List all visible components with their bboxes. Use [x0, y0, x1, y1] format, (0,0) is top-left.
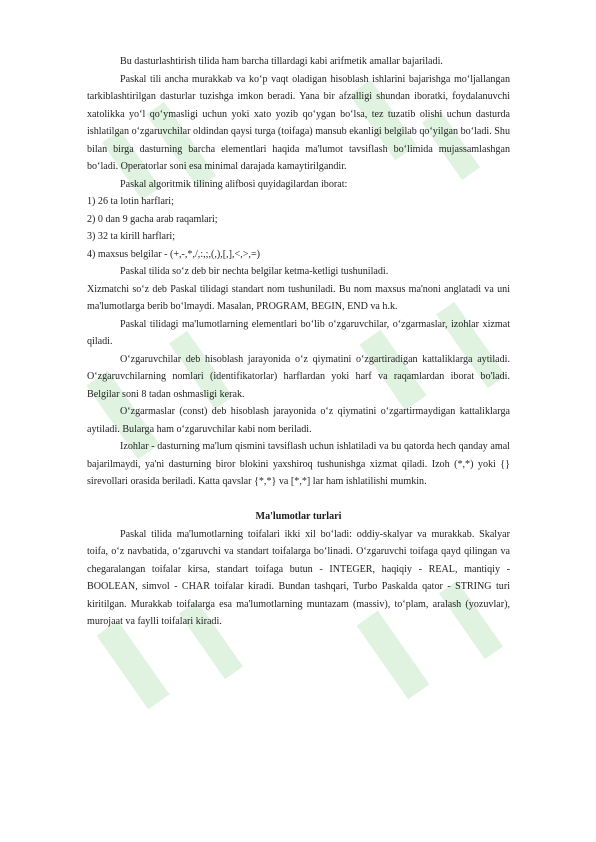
- paragraph-list: [87, 53, 510, 491]
- document-body: [87, 53, 510, 631]
- paragraph: 1) 26 ta lotin harflari;: [87, 196, 174, 207]
- paragraph: 2) 0 dan 9 gacha arab raqamlari;: [87, 213, 218, 225]
- paragraph: Paskal tilida ma'lumotlarning toifalari ikki xil bo‘ladi: oddiy-skalyar va murakkab. Skalyar toifa, o‘z navbatida, o‘zgaruvchi va standart toifalarga bo‘linadi. O‘zgaruvchi toifaga qayd qilingan va chegaralangan toifalar kirsa, standart toifaga butun - INTEGER, haqiqiy - REAL, mantiqiy - BOOLEAN, simvol - CHAR toifalar kiradi. Bundan tashqari, Turbo Paskalda qator - STRING turi kiritilgan. Murakkab toifalarga esa ma'lumotlarning muntazam (massiv), to‘plam, aralash (yozuvlar), murojaat va faylli toifalari kiradi.: [87, 528, 510, 627]
- paragraph: Paskal tilida so‘z deb bir nechta belgilar ketma-ketligi tushuniladi.: [120, 266, 389, 277]
- paragraph: Xizmatchi so‘z deb Paskal tilidagi standart nom tushuniladi. Bu nom maxsus ma'noni anglatadi va uni ma'lumotlarga berib bo‘lmaydi. Masalan, PROGRAM, BEGIN, END va h.k.: [87, 283, 510, 312]
- paragraph: Bu dasturlashtirish tilida ham barcha tillardagi kabi arifmetik amallar bajariladi.: [120, 56, 443, 67]
- paragraph: Izohlar - dasturning ma'lum qismini tavsiflash uchun ishlatiladi va bu qatorda hech qanday amal bajarilmaydi, ya'ni dasturning biror blokini yaxshiroq tushunishga xizmat qiladi. Izoh (*,*) yoki {} sirevollari orasida beriladi. Katta qavslar {*,*} va [*,*] lar ham ishlatilishi mumkin.: [87, 441, 510, 487]
- paragraph: O‘zgaruvchilar deb hisoblash jarayonida o‘z qiymatini o‘zgartiradigan kattaliklarga aytiladi. O‘zgaruvchilarning nomlari (identifikatorlar) harflardan yoki harf va raqamlardan iborat bo'ladi. Belgilar soni 8 tadan oshmasligi kerak.: [87, 353, 510, 400]
- paragraph: Paskal tili ancha murakkab va ko‘p vaqt oladigan hisoblash ishlarini bajarishga mo‘ljallangan tarkiblashtirilgan dasturlar tuzishga imkon beradi. Yana bir afzalligi shundan iboratki, foydalanuvchi xatolikka yo‘l qo‘ymasligi uchun yoki xato yozib qo‘ygan bo‘lsa, tez tuzatib olishi uchun dasturda ishlatilgan o‘zgaruvchilar oldindan qaysi turga (toifaga) mansub ekanligi belgilab qo‘yilgan bo‘ladi. Shu bilan birga dasturning barcha elementlari haqida ma'lumot tavsiflash bo‘limida mujassamlashgan bo‘ladi. Operatorlar soni esa minimal darajada kamaytirilgandir.: [87, 73, 510, 172]
- paragraph: 3) 32 ta kirill harflari;: [87, 231, 176, 242]
- paragraph: Paskal algoritmik tilining alifbosi quyidagilardan iborat:: [120, 178, 348, 190]
- section-paragraph-list: [87, 526, 510, 631]
- paragraph: Paskal tilidagi ma'lumotlarning elementlari bo‘lib o‘zgaruvchilar, o‘zgarmaslar, izohlar xizmat qiladi.: [87, 318, 510, 347]
- paragraph: O‘zgarmaslar (const) deb hisoblash jarayonida o‘z qiymatini o‘zgartirmaydigan kattaliklarga aytiladi. Bularga ham o‘zgaruvchilar kabi nom beriladi.: [87, 406, 510, 435]
- section-heading: Ma'lumotlar turlari: [255, 511, 342, 522]
- paragraph: 4) maxsus belgilar - (+,-,*,/,:,;,(,),[,],<,>,=): [87, 248, 261, 260]
